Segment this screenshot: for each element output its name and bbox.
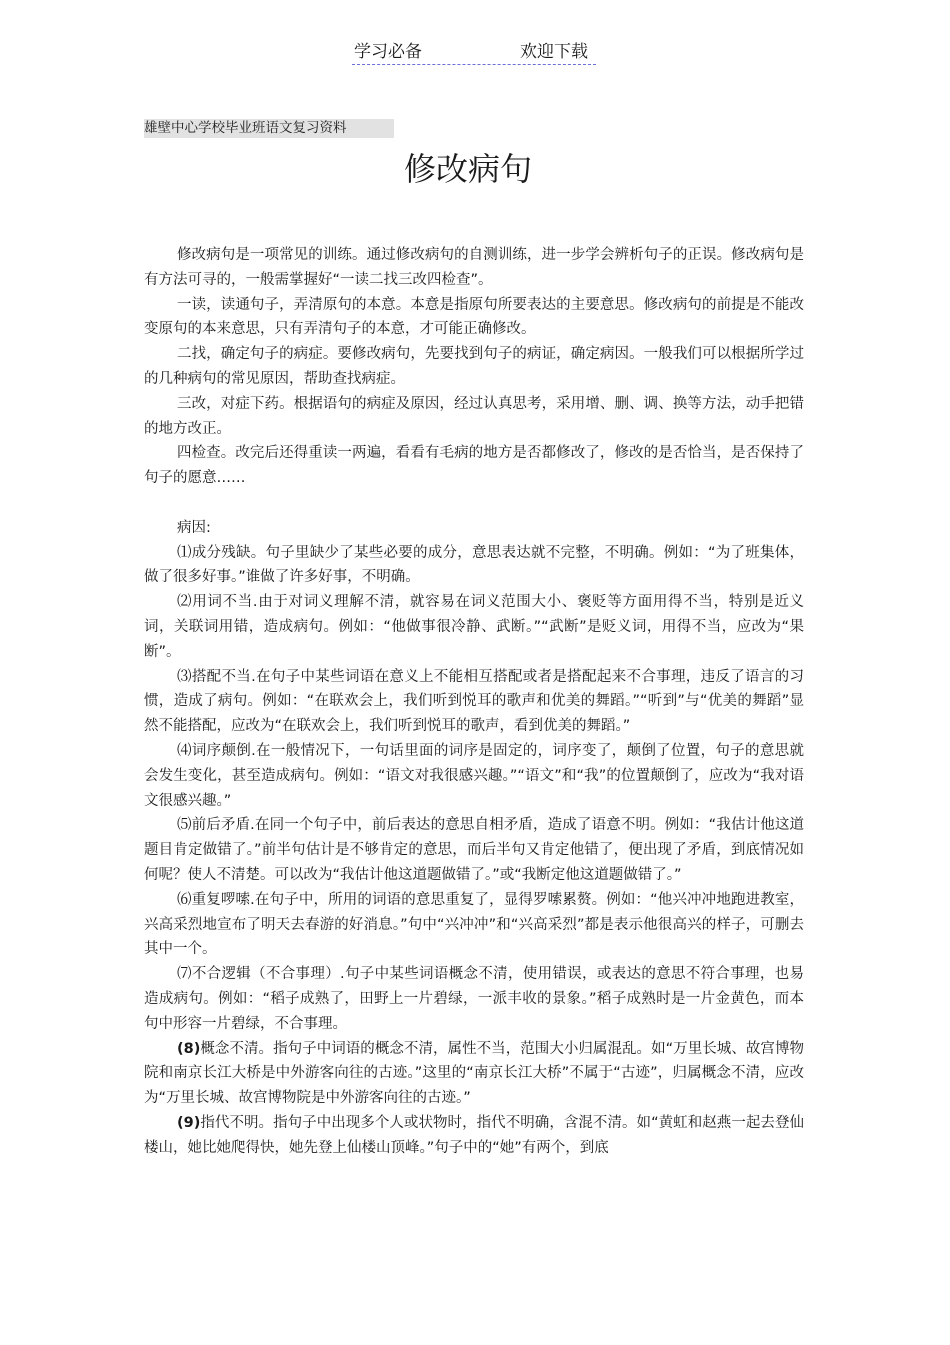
document-body	[144, 243, 804, 1160]
cause-item	[144, 739, 804, 813]
cause-text: 不合逻辑（不合事理）.句子中某些词语概念不清，使用错误，或表达的意思不符合事理，也易造成病句。例如：“稻子成熟了，田野上一片碧绿，一派丰收的景象。”稻子成熟时是一片金黄色，而本句中形容一片碧绿，不合事理。	[144, 966, 805, 1032]
intro-paragraph: 二找，确定句子的病症。要修改病句，先要找到句子的病证，确定病因。一般我们可以根据所学过的几种病句的常见原因，帮助查找病症。	[144, 346, 804, 387]
cause-text: 前后矛盾.在同一个句子中，前后表达的意思自相矛盾，造成了语意不明。例如：“我估计他这道题目肯定做错了。”前半句估计是不够肯定的意思，而后半句又肯定他错了，便出现了矛盾，到底情况如何呢？使人不清楚。可以改为“我估计他这道题做错了。”或“我断定他这道题做错了。”	[144, 817, 804, 883]
header-left-text: 学习必备	[354, 42, 422, 62]
header-right-text: 欢迎下载	[520, 42, 588, 62]
cause-item	[144, 962, 804, 1036]
cause-text: 重复啰嗦.在句子中，所用的词语的意思重复了，显得罗嗦累赘。例如：“他兴冲冲地跑进教室，兴高采烈地宣布了明天去春游的好消息。”句中“兴冲冲”和“兴高采烈”都是表示他很高兴的样子，可删去其中一个。	[144, 891, 804, 958]
cause-text: 词序颠倒.在一般情况下，一句话里面的词序是固定的，词序变了，颠倒了位置，句子的意思就会发生变化，甚至造成病句。例如：“语文对我很感兴趣。”“语文”和“我”的位置颠倒了，应改为“我对语文很感兴趣。”	[144, 742, 805, 809]
cause-number: ⑺	[177, 966, 192, 983]
cause-number: (9)	[177, 1114, 201, 1131]
cause-item	[144, 1111, 804, 1161]
intro-paragraph: 三改，对症下药。根据语句的病症及原因，经过认真思考，采用增、删、调、换等方法，动手把错的地方改正。	[144, 395, 804, 437]
document-title: 修改病句	[403, 150, 532, 188]
cause-item	[144, 665, 804, 739]
cause-item	[144, 590, 804, 664]
intro-paragraph: 修改病句是一项常见的训练。通过修改病句的自测训练，进一步学会辨析句子的正误。修改病句是有方法可寻的，一般需掌握好“一读二找三改四检查”。	[144, 247, 804, 288]
cause-number: ⑶	[177, 668, 192, 685]
cause-number: ⑷	[177, 742, 192, 759]
cause-number: ⑴	[177, 544, 192, 561]
cause-text: 用词不当.由于对词义理解不清，就容易在词义范围大小、褒贬等方面用得不当，特别是近义词，关联词用错，造成病句。例如：“他做事很冷静、武断。”“武断”是贬义词，用得不当，应改为“果断”。	[144, 594, 805, 660]
cause-item	[144, 541, 804, 591]
cause-text: 搭配不当.在句子中某些词语在意义上不能相互搭配或者是搭配起来不合事理，违反了语言的习惯，造成了病句。例如：“在联欢会上，我们听到悦耳的歌声和优美的舞蹈。”“听到”与“优美的舞蹈”显然不能搭配，应改为“在联欢会上，我们听到悦耳的歌声，看到优美的舞蹈。”	[144, 668, 805, 735]
cause-item	[144, 888, 804, 962]
cause-text: 指代不明。指句子中出现多个人或状物时，指代不明确，含混不清。如“黄虹和赵燕一起去登仙楼山，她比她爬得快，她先登上仙楼山顶峰。”句子中的“她”有两个，到底	[144, 1114, 804, 1156]
cause-number: ⑵	[177, 594, 193, 611]
cause-number: ⑹	[177, 891, 192, 908]
cause-item	[144, 1037, 804, 1111]
intro-paragraph: 四检查。改完后还得重读一两遍，看看有毛病的地方是否都修改了，修改的是否恰当，是否保持了句子的愿意……	[144, 445, 804, 487]
cause-number: (8)	[177, 1040, 201, 1057]
intro-paragraph: 一读，读通句子，弄清原句的本意。本意是指原句所要表达的主要意思。修改病句的前提是不能改变原句的本来意思，只有弄清句子的本意，才可能正确修改。	[144, 296, 804, 338]
causes-label: 病因:	[177, 519, 211, 536]
paragraph-gap	[144, 491, 804, 516]
cause-text: 概念不清。指句子中词语的概念不清，属性不当，范围大小归属混乱。如“万里长城、故宫博物院和南京长江大桥是中外游客向往的古迹。”这里的“南京长江大桥”不属于“古迹”，归属概念不清，应改为“万里长城、故宫博物院是中外游客向往的古迹。”	[144, 1040, 804, 1107]
school-tag: 雄壁中心学校毕业班语文复习资料	[144, 119, 394, 138]
cause-text: 成分残缺。句子里缺少了某些必要的成分，意思表达就不完整，不明确。例如：“为了班集体，做了很多好事。”谁做了许多好事，不明确。	[144, 544, 804, 586]
cause-item	[144, 813, 804, 887]
page-header	[352, 40, 596, 65]
cause-number: ⑸	[177, 817, 192, 834]
